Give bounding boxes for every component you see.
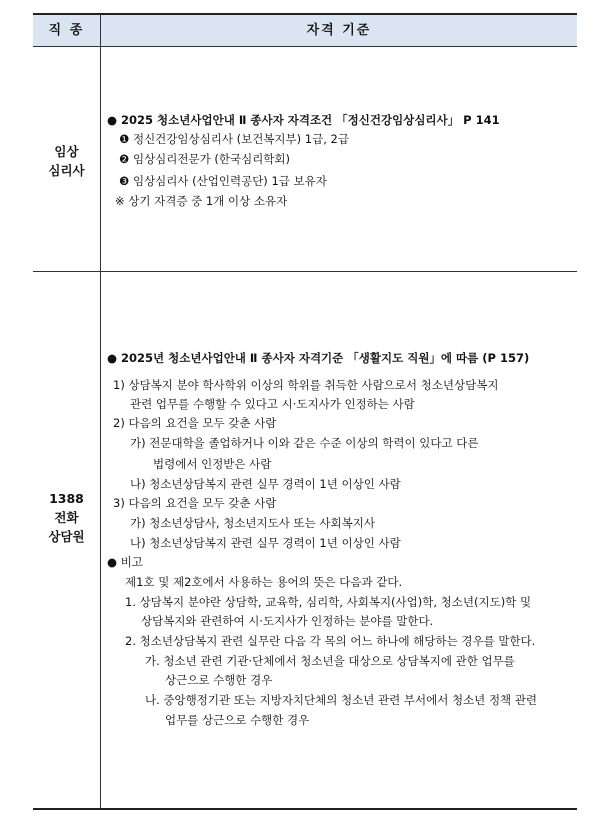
qualification-table <box>33 13 577 810</box>
column-divider <box>100 15 101 808</box>
criteria-heading: ● 2025년 청소년사업안내 Ⅱ 종사자 자격기준 「생활지도 직원」에 따름 (P 157) <box>107 351 530 365</box>
row-divider <box>33 271 577 272</box>
table-header <box>33 15 577 47</box>
criteria-item: 3) 다음의 요건을 모두 갖춘 사람 <box>113 496 277 510</box>
job-line: 임상 <box>54 144 79 159</box>
criteria-item: 가) 전문대학을 졸업하거나 이와 같은 수준 이상의 학력이 있다고 다른 <box>130 436 479 450</box>
criteria-item: 1) 상담복지 분야 학사학위 이상의 학위를 취득한 사람으로서 청소년상담복지 <box>113 378 499 392</box>
remarks-heading: ● 비고 <box>107 555 143 569</box>
job-type-1388-phone-counselor <box>33 489 100 546</box>
criteria-heading: ● 2025 청소년사업안내 Ⅱ 종사자 자격조건 「정신건강임상심리사」 P 141 <box>107 113 500 127</box>
criteria-item: 가) 청소년상담사, 청소년지도사 또는 사회복지사 <box>130 516 375 530</box>
header-qualification: 자격 기준 <box>306 23 372 38</box>
remarks-item: 가. 청소년 관련 기관·단체에서 청소년을 대상으로 상담복지에 관한 업무를 <box>145 654 515 668</box>
criteria-item: 나) 청소년상담복지 관련 실무 경력이 1년 이상인 사람 <box>130 536 401 550</box>
remarks-item: 업무를 상근으로 수행한 경우 <box>165 713 310 727</box>
criteria-item: 법령에서 인정받은 사람 <box>153 457 272 471</box>
job-line: 상담원 <box>48 529 85 544</box>
remarks-item: 제1호 및 제2호에서 사용하는 용어의 뜻은 다음과 같다. <box>125 575 403 589</box>
header-job-type: 직 종 <box>48 23 85 38</box>
criteria-item: 나) 청소년상담복지 관련 실무 경력이 1년 이상인 사람 <box>130 477 401 491</box>
job-line: 전화 <box>54 510 79 525</box>
remarks-item: 2. 청소년상담복지 관련 실무란 다음 각 목의 어느 하나에 해당하는 경우를 말한다. <box>125 634 536 648</box>
criteria-item: 2) 다음의 요건을 모두 갖춘 사람 <box>113 416 277 430</box>
job-type-clinical-psychologist <box>33 142 100 180</box>
remarks-item: 1. 상담복지 분야란 상담학, 교육학, 심리학, 사회복지(사업)학, 청소년(지도)학 및 <box>125 595 532 609</box>
criteria-note: ※ 상기 자격증 중 1개 이상 소유자 <box>115 194 288 208</box>
job-line: 1388 <box>49 491 84 506</box>
job-line: 심리사 <box>48 163 85 178</box>
criteria-item: ❶ 정신건강임상심리사 (보건복지부) 1급, 2급 <box>119 132 349 146</box>
remarks-item: 상담복지와 관련하여 시·도지사가 인정하는 분야를 말한다. <box>141 614 434 628</box>
remarks-item: 상근으로 수행한 경우 <box>165 673 273 687</box>
criteria-item: ❷ 임상심리전문가 (한국심리학회) <box>119 152 291 166</box>
criteria-item: 관련 업무를 수행할 수 있다고 시·도지사가 인정하는 사람 <box>130 397 415 411</box>
remarks-item: 나. 중앙행정기관 또는 지방자치단체의 청소년 관련 부서에서 청소년 정책 관련 <box>145 693 538 707</box>
criteria-item: ❸ 임상심리사 (산업인력공단) 1급 보유자 <box>119 174 327 188</box>
